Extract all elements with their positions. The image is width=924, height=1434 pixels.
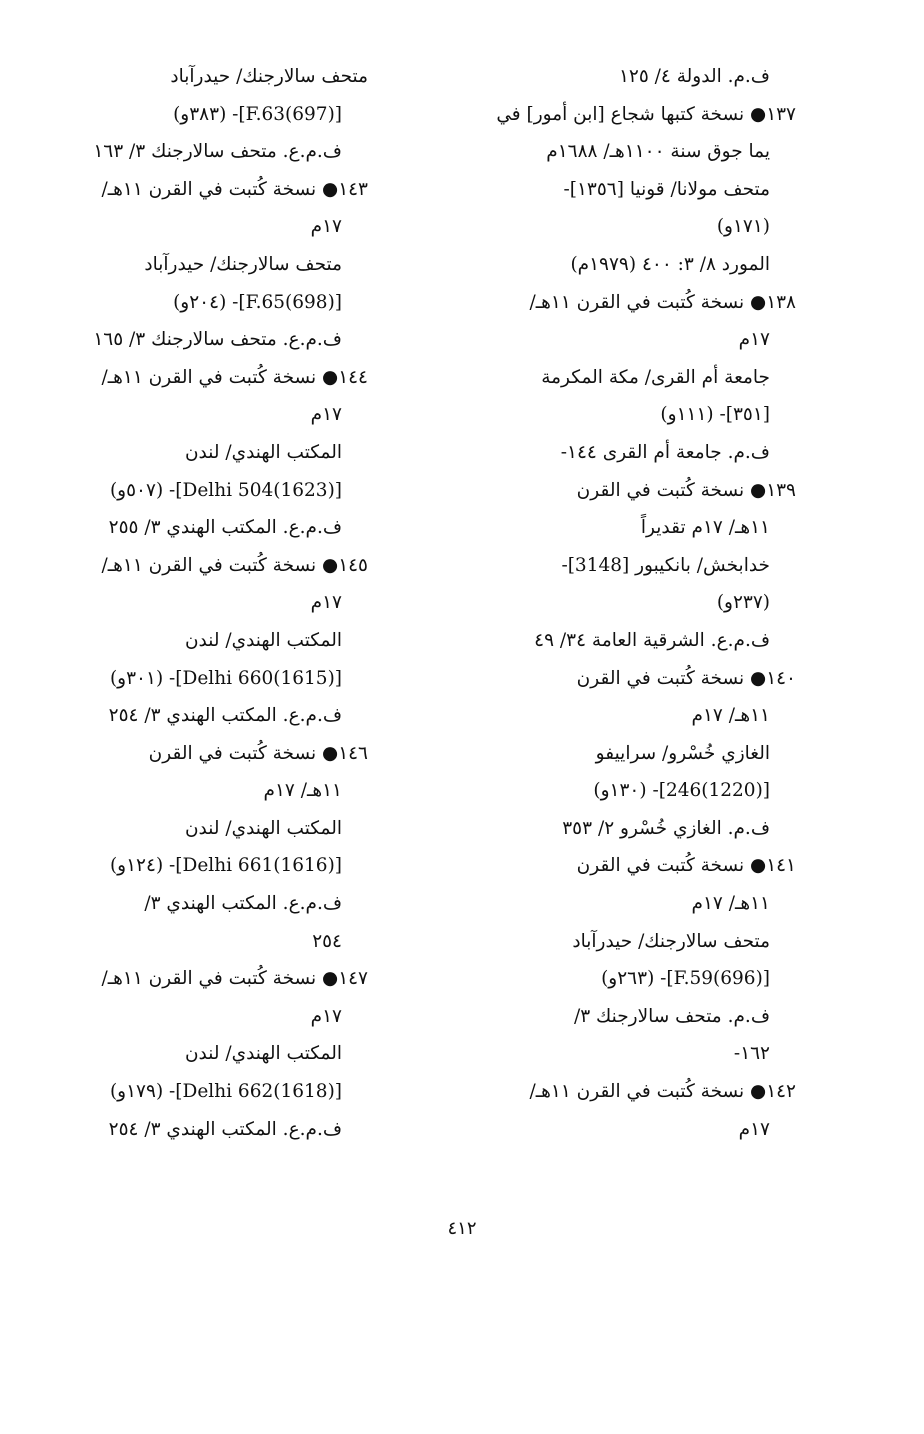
right-column-line: متحف مولانا/ قونيا [١٣٥٦]-: [563, 178, 770, 200]
right-column-line: جامعة أم القرى/ مكة المكرمة: [541, 366, 770, 388]
right-column-line: ١٣٨● نسخة كُتبت في القرن ١١هـ/: [529, 291, 796, 313]
left-column-line: ف.م.ع. المكتب الهندي ٣/: [144, 893, 342, 915]
right-column-line: ف.م. الغازي خُسْرو ٢/ ٣٥٣: [562, 817, 770, 839]
left-column-line: [(1616)Delhi 661]- (١٢٤و): [109, 855, 342, 877]
right-column-line: ١٧م: [738, 329, 770, 351]
right-column-line: ١١هـ/ ١٧م: [691, 705, 770, 727]
left-column-line: ١٤٥● نسخة كُتبت في القرن ١١هـ/: [101, 554, 368, 576]
left-column-line: ١٧م: [310, 592, 342, 614]
right-column-line: (١٧١و): [716, 216, 770, 238]
left-column-line: المكتب الهندي/ لندن: [184, 817, 342, 839]
right-column-line: ١٤١● نسخة كُتبت في القرن: [576, 855, 796, 877]
right-column-line: ١٣٧● نسخة كتبها شجاع [ابن أمور] في: [496, 103, 796, 125]
right-column-line: الغازي خُسْرو/ سراييفو: [595, 742, 770, 764]
right-column-line: ١٤٠● نسخة كُتبت في القرن: [576, 667, 796, 689]
right-column-line: يما جوق سنة ١١٠٠هـ/ ١٦٨٨م: [546, 141, 770, 163]
right-column-line: ١٦٢-: [733, 1043, 770, 1065]
right-column-line: [٣٥١]- (١١١و): [660, 404, 770, 426]
left-column-line: المكتب الهندي/ لندن: [184, 629, 342, 651]
right-column-line: ف.م. متحف سالارجنك ٣/: [573, 1005, 770, 1027]
left-column-line: [(1615)Delhi 660]- (٣٠١و): [109, 667, 342, 689]
right-column: [456, 58, 796, 1148]
left-column-line: متحف سالارجنك/ حيدرآباد: [170, 66, 368, 87]
right-column-line: [(1220)246]- (١٣٠و): [593, 780, 770, 802]
left-column-line: ف.م.ع. المكتب الهندي ٣/ ٢٥٤: [108, 705, 342, 727]
left-column-line: [(1618)Delhi 662]- (١٧٩و): [109, 1081, 342, 1103]
left-column-line: [(1623)Delhi 504]- (٥٠٧و): [109, 479, 342, 501]
left-column-line: ف.م.ع. المكتب الهندي ٣/ ٢٥٤: [108, 1118, 342, 1140]
right-column-line: ١١هـ/ ١٧م: [691, 893, 770, 915]
right-column-line: (٢٣٧و): [716, 592, 770, 614]
page-number: ٤١٢: [447, 1218, 477, 1239]
left-column: [68, 58, 368, 1148]
right-column-line: المورد ٨/ ٣: ٤٠٠ (١٩٧٩م): [570, 253, 770, 275]
left-column-line: ف.م.ع. متحف سالارجنك ٣/ ١٦٥: [93, 329, 342, 351]
right-column-line: ١٣٩● نسخة كُتبت في القرن: [576, 479, 796, 501]
right-column-line: ١٤٢● نسخة كُتبت في القرن ١١هـ/: [529, 1081, 796, 1103]
left-column-line: متحف سالارجنك/ حيدرآباد: [144, 253, 342, 275]
left-column-line: [(697)F.63]- (٣٨٣و): [173, 103, 342, 125]
left-column-line: [(698)F.65]- (٢٠٤و): [173, 291, 342, 313]
right-column-line: ف.م. جامعة أم القرى ١٤٤-: [560, 441, 770, 463]
left-column-line: ١٤٣● نسخة كُتبت في القرن ١١هـ/: [101, 178, 368, 200]
left-column-line: ١٧م: [310, 1005, 342, 1027]
right-column-line: [(696)F.59]- (٢٦٣و): [601, 968, 770, 990]
left-column-line: المكتب الهندي/ لندن: [184, 441, 342, 463]
right-column-line: خدابخش/ بانكيبور [3148]-: [561, 554, 770, 576]
left-column-line: ١٧م: [310, 216, 342, 238]
left-column-line: المكتب الهندي/ لندن: [184, 1043, 342, 1065]
left-column-line: ١٧م: [310, 404, 342, 426]
right-column-line: متحف سالارجنك/ حيدرآباد: [572, 930, 770, 952]
right-column-line: ١٧م: [738, 1118, 770, 1140]
left-column-line: ١٤٤● نسخة كُتبت في القرن ١١هـ/: [101, 366, 368, 388]
right-column-line: ف.م. الدولة ٤/ ١٢٥: [618, 66, 770, 87]
left-column-line: ١٤٦● نسخة كُتبت في القرن: [148, 742, 368, 764]
left-column-line: ١١هـ/ ١٧م: [263, 780, 342, 802]
right-column-line: ١١هـ/ ١٧م تقديراً: [640, 517, 770, 539]
left-column-line: ف.م.ع. المكتب الهندي ٣/ ٢٥٥: [108, 517, 342, 539]
left-column-line: ٢٥٤: [312, 930, 342, 952]
right-column-line: ف.م.ع. الشرقية العامة ٣٤/ ٤٩: [534, 629, 770, 651]
left-column-line: ١٤٧● نسخة كُتبت في القرن ١١هـ/: [101, 968, 368, 990]
left-column-line: ف.م.ع. متحف سالارجنك ٣/ ١٦٣: [93, 141, 342, 163]
